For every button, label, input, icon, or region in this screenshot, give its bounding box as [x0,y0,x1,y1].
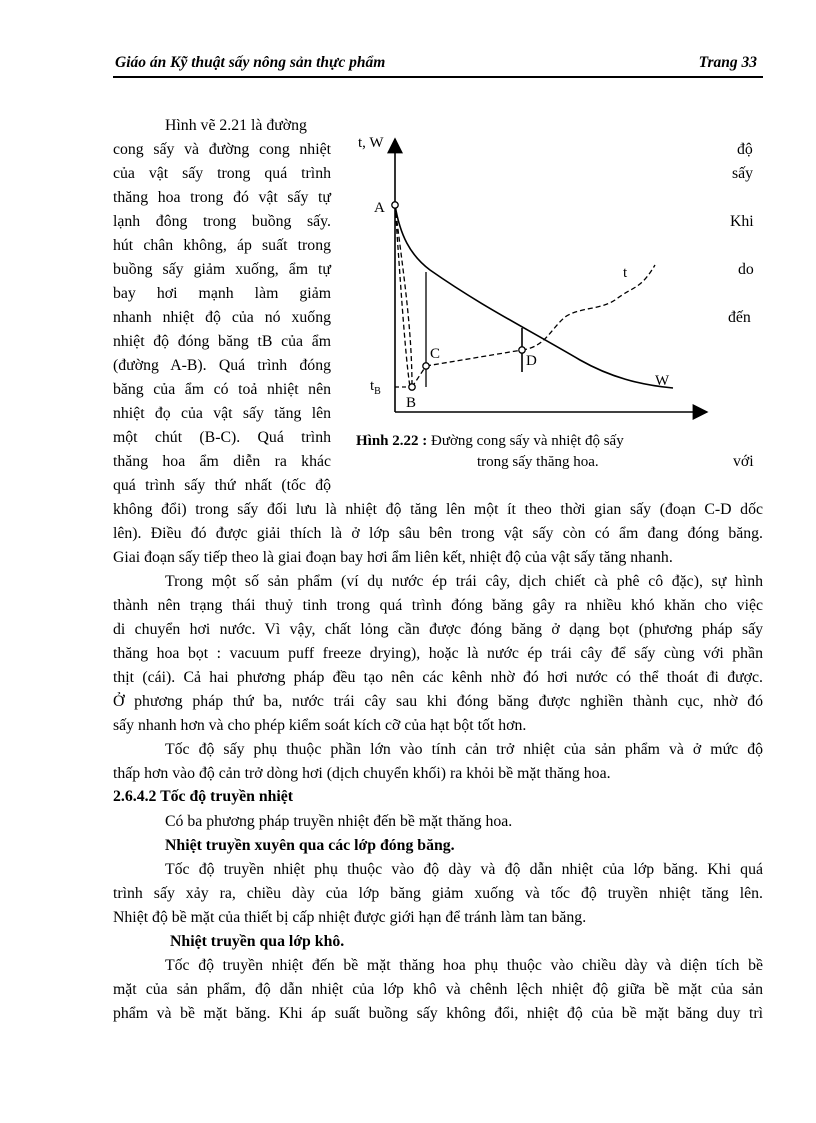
text-line: nhiệt đọ của vật sấy tăng lên [113,405,331,422]
text-line: một chút (B-C). Quá trình [113,429,331,446]
text-line: nhanh nhiệt độ của nó xuống [113,309,331,326]
temperature-curve-rise [522,265,655,350]
text-line: thăng hoa trong đó vật sấy tự [113,189,331,206]
section-heading: 2.6.4.2 Tốc độ truyền nhiệt [113,788,294,805]
figure-2-22 [340,125,720,475]
text-line: lạnh đông trong buồng sấy. [113,213,331,230]
text-line: băng của ẩm có toả nhiệt nên [113,381,331,398]
text-line: Ở phương pháp thứ ba, nước trái cây sau khi đóng băng được nghiền thành cục, nhờ đó [113,693,763,710]
page-header [113,52,763,78]
header-page-number: Trang 33 [698,54,757,71]
text-line: Tốc độ truyền nhiệt phụ thuộc vào độ dày và độ dẫn nhiệt của lớp băng. Khi quá [165,861,763,878]
text-line: Nhiệt độ bề mặt của thiết bị cấp nhiệt được giới hạn để tránh làm tan băng. [113,909,587,926]
text-line: phẩm và bề mặt băng. Khi áp suất buồng sấy không đổi, nhiệt độ của bề mặt băng duy trì [113,1005,763,1022]
text-line: Trong một số sản phẩm (ví dụ nước ép trái cây, dịch chiết cà phê cô đặc), sự hình [165,573,763,590]
subsection-heading-1: Nhiệt truyền xuyên qua các lớp đóng băng. [165,837,455,854]
t-b-label: $t_B$ [370,378,381,397]
label-d: D [526,353,537,369]
section-intro: Có ba phương pháp truyền nhiệt đến bề mặt thăng hoa. [165,813,513,830]
text-line: của vật sấy trong quá trình [113,165,331,182]
subsection-heading-2: Nhiệt truyền qua lớp khô. [170,933,345,950]
point-b [409,384,415,390]
temperature-curve-cd [426,350,522,366]
figure-caption-line1: Hình 2.22 : Đường cong sấy và nhiệt độ sấy [356,433,624,449]
curve-w-label: W [655,373,670,389]
text-line: Tốc độ truyền nhiệt đến bề mặt thăng hoa phụ thuộc vào chiều dày và diện tích bề [165,957,763,974]
y-axis-label: t, W [358,135,384,151]
text-line: thăng hoa bọt : vacuum puff freeze drying), hoặc là nước ép trái cây để sấy cùng với phần [113,645,763,662]
text-line: nhiệt độ đóng băng tB của ẩm [113,333,331,350]
header-title: Giáo án Kỹ thuật sấy nông sản thực phẩm [115,54,386,71]
text-line: Hình vẽ 2.21 là đường [165,117,307,134]
text-fragment: với [733,453,754,470]
text-fragment: do [738,261,754,278]
text-fragment: Khi [730,213,754,230]
text-line: Giai đoạn sấy tiếp theo là giai đoạn bay hơi ẩm liên kết, nhiệt độ của vật sấy tăng nhanh. [113,549,673,566]
text-line: trình sấy xảy ra, chiều dày của lớp băng giảm xuống và tốc độ truyền nhiệt tăng lên. [113,885,763,902]
point-d [519,347,525,353]
text-line: thăng hoa ẩm diễn ra khác [113,453,331,470]
text-fragment: độ [737,141,753,158]
label-a: A [374,200,385,216]
text-line: sấy nhanh hơn và cho phép kiểm soát kích cỡ của hạt bột tốt hơn. [113,717,527,734]
text-line: thành nên trạng thái thuỷ tinh trong quá trình đóng băng gây ra nhiều khó khăn cho việc [113,597,763,614]
text-fragment: đến [728,309,751,326]
text-line: Tốc độ sấy phụ thuộc phần lớn vào tính cản trở nhiệt của sản phẩm và ở mức độ [165,741,763,758]
text-line: lên). Điều đó được giải thích là ở lớp sâu bên trong vật sấy còn có ẩm đang đóng băng. [113,525,763,542]
text-line: bay hơi mạnh làm giảm [113,285,331,302]
text-line: cong sấy và đường cong nhiệt [113,141,331,158]
text-line: thịt (cái). Cả hai phương pháp đều tạo nên các kênh nhờ đó hơi nước có thể thoát đi được. [113,669,763,686]
curve-t-label: t [623,265,628,281]
text-line: hút chân không, áp suất trong [113,237,331,254]
point-c [423,363,429,369]
point-a [392,202,398,208]
text-line: thấp hơn vào độ cản trở dòng hơi (dịch chuyển khối) ra khỏi bề mặt thăng hoa. [113,765,611,782]
text-line: buồng sấy giảm xuống, ẩm tự [113,261,331,278]
label-c: C [430,346,441,362]
text-fragment: sấy [732,165,754,182]
text-line: không đổi) trong sấy đối lưu là nhiệt độ tăng lên một ít theo thời gian sấy (đoạn C-D dốc [113,501,763,518]
text-line: (đường A-B). Quá trình đóng [113,357,331,374]
label-b: B [406,395,417,411]
text-line: quá trình sấy thứ nhất (tốc độ [113,477,331,494]
text-line: mặt của sản phẩm, độ dẫn nhiệt của lớp khô và chênh lệch nhiệt độ giữa bề mặt của sản [113,981,763,998]
text-line: di chuyển hơi nước. Vì vậy, chất lỏng cần được đóng băng ở dạng bọt (phương pháp sấy [113,621,763,638]
figure-caption-line2: trong sấy thăng hoa. [477,454,599,470]
